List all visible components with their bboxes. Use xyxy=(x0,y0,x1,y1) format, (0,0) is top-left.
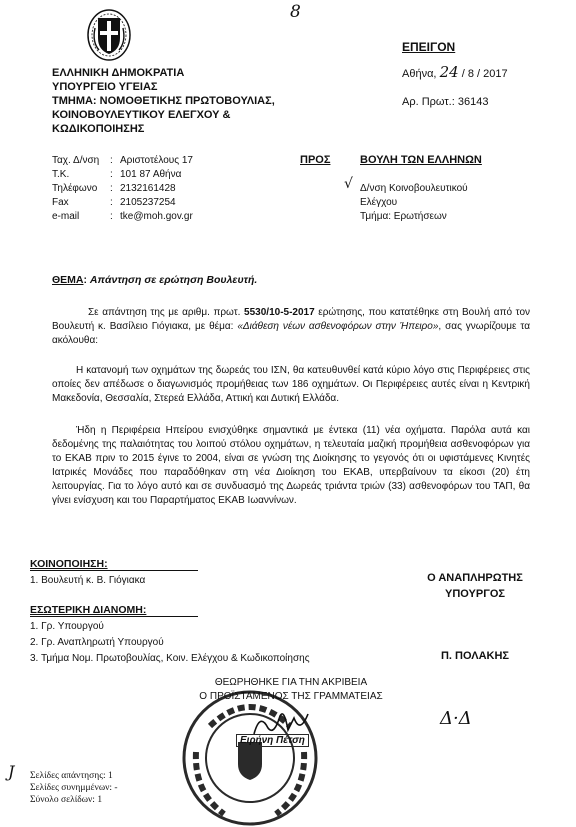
contact-label: Τ.Κ. xyxy=(52,169,70,180)
contact-value: 101 87 Αθήνα xyxy=(120,169,182,180)
recipient-label: ΠΡΟΣ xyxy=(300,154,331,166)
contact-row: Τηλέφωνο : 2132161428 xyxy=(52,183,176,194)
signatory-title-1: Ο ΑΝΑΠΛΗΡΩΤΗΣ xyxy=(427,572,523,584)
body-paragraph-1: Σε απάντηση της με αριθμ. πρωτ. 5530/10-5-2017 ερώτησης, που κατατέθηκε στη Βουλή από τον Βουλευτή κ. Βασίλειο Γιόγιακα, με θέμα: «Διάθεση νέων ασθενοφόρων στην Ήπειρο», σας γνωρίζουμε τα ακόλουθα: xyxy=(52,307,531,346)
ministry-name: ΥΠΟΥΡΓΕΙΟ ΥΓΕΙΑΣ xyxy=(52,81,158,93)
subject-text: Απάντηση σε ερώτηση Βουλευτή. xyxy=(89,274,258,286)
handwritten-initials: Δ·Δ xyxy=(440,708,472,729)
date-rest: / 8 / 2017 xyxy=(461,68,508,80)
internal-item: 1. Γρ. Υπουργού xyxy=(30,621,104,632)
body-paragraph-2: Η κατανομή των οχημάτων της δωρεάς του ΙΣΝ, θα κατευθυνθεί κατά κύριο λόγο στις Περιφέρειες στις οποίες δεν απέδωσε ο διαγωνισμός προμήθειας των 186 οχημάτων. Οι Περιφέρειες αυτές είναι η Κεντρική Μακεδονία, Θεσσαλία, Στερεά Ελλάδα, Αττική και Δυτική Ελλάδα. xyxy=(52,365,530,404)
handwritten-check-mark: √ xyxy=(344,176,353,192)
contact-row: Fax : 2105237254 xyxy=(52,197,176,208)
notification-divider xyxy=(30,570,198,571)
hellenic-coat-of-arms-icon xyxy=(86,6,132,62)
question-reference: 5530/10-5-2017 xyxy=(244,307,315,318)
department-line-3: ΚΩΔΙΚΟΠΟΙΗΣΗΣ xyxy=(52,123,145,135)
contact-value: 2105237254 xyxy=(120,197,176,208)
notification-item: 1. Βουλευτή κ. Β. Γιόγιακα xyxy=(30,575,146,586)
signatory-name: Π. ΠΟΛΑΚΗΣ xyxy=(440,650,510,662)
document-date xyxy=(402,63,508,81)
certification-line-1: ΘΕΩΡΗΘΗΚΕ ΓΙΑ ΤΗΝ ΑΚΡΙΒΕΙΑ xyxy=(214,677,368,688)
question-topic: «Διάθεση νέων ασθενοφόρων στην Ήπειρο» xyxy=(237,321,439,332)
subject-label: ΘΕΜΑ xyxy=(52,274,84,286)
margin-handwritten-mark: J xyxy=(8,762,15,781)
protocol-number xyxy=(402,96,488,109)
date-day-handwritten: 24 xyxy=(439,63,459,81)
contact-row: Τ.Κ. : 101 87 Αθήνα xyxy=(52,169,182,180)
department-line-2: ΚΟΙΝΟΒΟΥΛΕΥΤΙΚΟΥ ΕΛΕΓΧΟΥ & xyxy=(52,109,231,121)
contact-label: Τηλέφωνο xyxy=(52,183,98,194)
footer-pages-total: Σύνολο σελίδων: 1 xyxy=(30,795,103,805)
protocol-value: 36143 xyxy=(457,96,489,108)
contact-row: Ταχ. Δ/νση : Αριστοτέλους 17 xyxy=(52,155,193,166)
footer-pages-answer: Σελίδες απάντησης: 1 xyxy=(30,771,113,781)
recipient-line-1: Δ/νση Κοινοβουλευτικού xyxy=(360,183,468,194)
body-paragraph-3: Ήδη η Περιφέρεια Ηπείρου ενισχύθηκε σημαντικά με έντεκα (11) νέα οχήματα. Παρόλα αυτά και δεδομένης της παλαιότητας του λοιπού στόλου οχημάτων, η τελευταία μαζική προμήθεια ασθενοφόρων για το ΕΚΑΒ πριν το 2015 έγινε το 2004, είναι σε γνώση της Διοίκησης το γεγονός ότι οι υφιστάμενες Κινητές Ιατρικές Μονάδες που παραδόθηκαν στη νέα Διοίκηση του ΕΚΑΒ, υπερβαίνουν τα είκοσι (20) έτη λειτουργίας. Για το λόγο αυτό και σε συνδυασμό της Δωρεάς τριάντα τριών (33) ασθενοφόρων του ΤΑΠ, θα γίνει ενίσχυση και του Παραρτήματος ΕΚΑΒ Ιωαννίνων. xyxy=(52,425,530,506)
subject-line: ΘΕΜΑ: Απάντηση σε ερώτηση Βουλευτή. xyxy=(52,274,258,286)
country-name: ΕΛΛΗΝΙΚΗ ΔΗΜΟΚΡΑΤΙΑ xyxy=(52,67,185,79)
certification-line-2: Ο ΠΡΟΪΣΤΑΜΕΝΟΣ ΤΗΣ ΓΡΑΜΜΑΤΕΙΑΣ xyxy=(199,691,383,702)
contact-row: e-mail : tke@moh.gov.gr xyxy=(52,211,193,222)
internal-item: 2. Γρ. Αναπληρωτή Υπουργού xyxy=(30,637,164,648)
page-mark: 8 xyxy=(290,2,301,22)
contact-value: tke@moh.gov.gr xyxy=(120,211,193,222)
recipient-name: ΒΟΥΛΗ ΤΩΝ ΕΛΛΗΝΩΝ xyxy=(360,154,482,166)
department-line-1: ΤΜΗΜΑ: ΝΟΜΟΘΕΤΙΚΗΣ ΠΡΩΤΟΒΟΥΛΙΑΣ, xyxy=(52,95,275,107)
notification-label: ΚΟΙΝΟΠΟΙΗΣΗ: xyxy=(30,558,108,570)
stamp-name: Ειρήνη Πέτση xyxy=(236,734,309,747)
signature-icon xyxy=(250,708,320,738)
date-prefix: Αθήνα, xyxy=(402,68,437,80)
internal-divider xyxy=(30,616,198,617)
contact-label: Ταχ. Δ/νση xyxy=(52,155,100,166)
contact-value: Αριστοτέλους 17 xyxy=(120,155,193,166)
contact-value: 2132161428 xyxy=(120,183,176,194)
contact-label: e-mail xyxy=(52,211,80,222)
recipient-line-3: Τμήμα: Ερωτήσεων xyxy=(360,211,447,222)
urgent-label: ΕΠΕΙΓΟΝ xyxy=(402,40,456,54)
internal-item: 3. Τμήμα Νομ. Πρωτοβουλίας, Κοιν. Ελέγχου & Κωδικοποίησης xyxy=(30,653,310,664)
signatory-title-2: ΥΠΟΥΡΓΟΣ xyxy=(445,588,505,600)
contact-block xyxy=(52,154,292,224)
recipient-line-2: Ελέγχου xyxy=(360,197,398,208)
contact-label: Fax xyxy=(52,197,69,208)
protocol-label: Αρ. Πρωτ.: xyxy=(402,96,455,108)
footer-pages-attached: Σελίδες συνημμένων: - xyxy=(30,783,118,793)
internal-distribution-label: ΕΣΩΤΕΡΙΚΗ ΔΙΑΝΟΜΗ: xyxy=(30,604,147,616)
